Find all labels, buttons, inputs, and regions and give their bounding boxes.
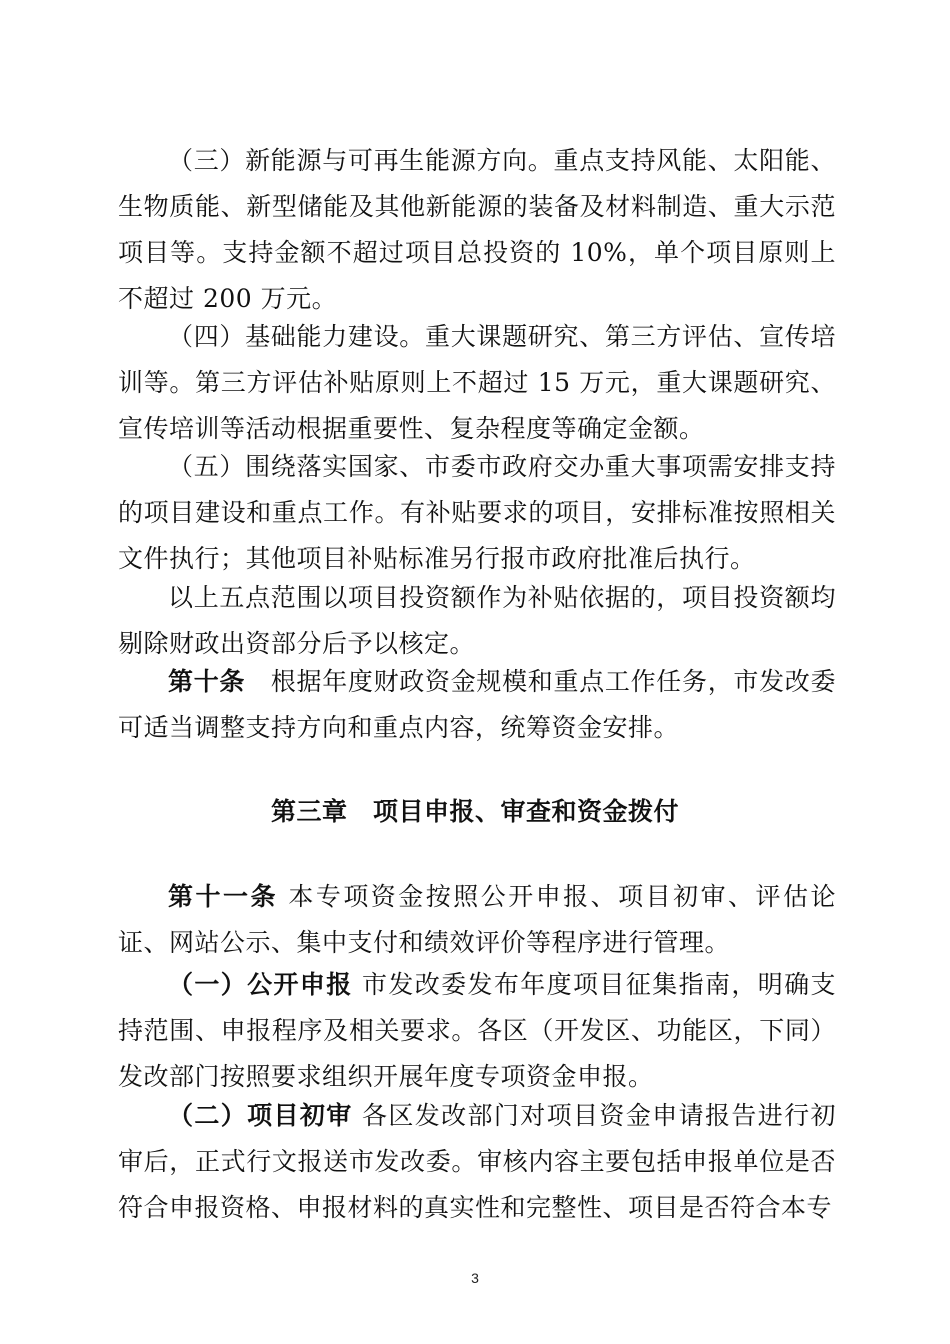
preliminary-review-text: 各区发改部门对项目资金申请报告进行初审后，正式行文报送市发改委。审核内容主要包括申报单位是否符合申报资格、申报材料的真实性和完整性、项目是否符合本专 <box>118 1101 836 1222</box>
paragraph-investment-basis <box>118 575 836 667</box>
paragraph-text: （四）基础能力建设。重大课题研究、第三方评估、宣传培训等。第三方评估补贴原则上不超过 15 万元，重大课题研究、宣传培训等活动根据重要性、复杂程度等确定金额。 <box>118 322 836 443</box>
article-eleven-text: 本专项资金按照公开申报、项目初审、评估论证、网站公示、集中支付和绩效评价等程序进行管理。 <box>118 882 836 957</box>
public-application-heading: （一）公开申报 <box>168 970 353 999</box>
article-ten-heading: 第十条 <box>168 667 246 696</box>
article-ten <box>118 659 836 751</box>
preliminary-review-heading: （二）项目初审 <box>168 1101 353 1130</box>
paragraph-basic-capacity <box>118 314 836 452</box>
public-application-paragraph <box>118 962 836 1100</box>
paragraph-text: （五）围绕落实国家、市委市政府交办重大事项需安排支持的项目建设和重点工作。有补贴要求的项目，安排标准按照相关文件执行；其他项目补贴标准另行报市政府批准后执行。 <box>118 452 836 573</box>
page-number: 3 <box>471 1270 479 1286</box>
paragraph-text: （三）新能源与可再生能源方向。重点支持风能、太阳能、生物质能、新型储能及其他新能源的装备及材料制造、重大示范项目等。支持金额不超过项目总投资的 10%，单个项目原则上不超过 200 万元。 <box>118 146 836 313</box>
preliminary-review-paragraph <box>118 1093 836 1231</box>
article-eleven-heading: 第十一条 <box>168 882 278 911</box>
article-ten-text: 根据年度财政资金规模和重点工作任务，市发改委可适当调整支持方向和重点内容，统筹资金安排。 <box>118 667 836 742</box>
paragraph-text: 以上五点范围以项目投资额作为补贴依据的，项目投资额均剔除财政出资部分后予以核定。 <box>118 583 836 658</box>
paragraph-major-matters <box>118 444 836 582</box>
article-eleven <box>118 874 836 966</box>
public-application-text: 市发改委发布年度项目征集指南，明确支持范围、申报程序及相关要求。各区（开发区、功能区，下同）发改部门按照要求组织开展年度专项资金申报。 <box>118 970 836 1091</box>
chapter-title: 第三章 项目申报、审查和资金拨付 <box>270 797 679 826</box>
paragraph-new-energy <box>118 138 836 322</box>
